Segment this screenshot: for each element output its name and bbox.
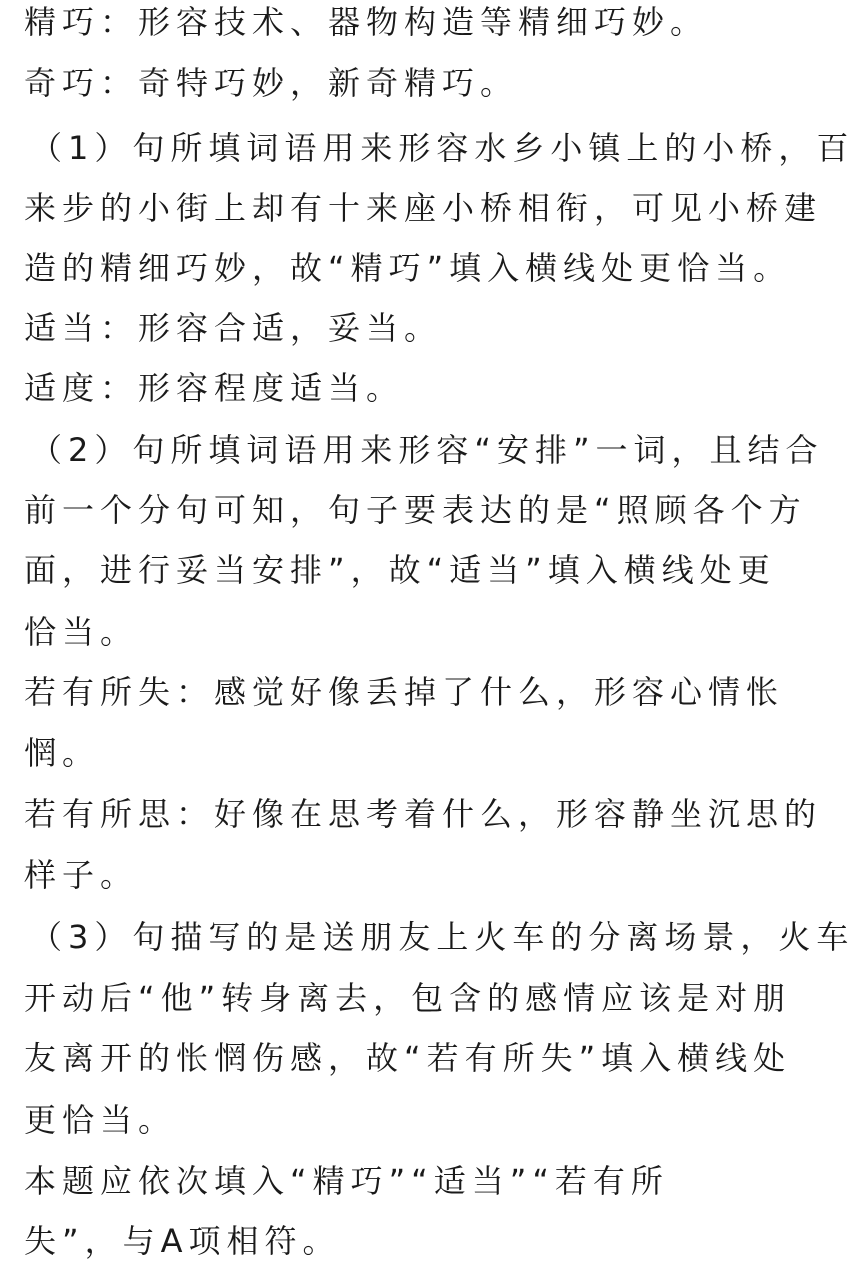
text-line: 更恰当。 [24,1101,177,1139]
text-line: 奇巧：奇特巧妙，新奇精巧。 [24,64,519,102]
text-line: 面，进行妥当安排”，故“适当”填入横线处更 [24,551,776,589]
text-line: 适当：形容合适，妥当。 [24,309,443,347]
text-line: 来步的小街上却有十来座小桥相衔，可见小桥建 [24,189,823,227]
text-line: 前一个分句可知，句子要表达的是“照顾各个方 [24,491,807,529]
text-line: 失”，与A项相符。 [24,1222,341,1260]
text-line: 造的精细巧妙，故“精巧”填入横线处更恰当。 [24,249,792,287]
text-line: 适度：形容程度适当。 [24,369,405,407]
text-line: 样子。 [24,856,139,894]
text-line: 精巧：形容技术、器物构造等精细巧妙。 [24,3,709,41]
text-line: （1）句所填词语用来形容水乡小镇上的小桥，百 [30,129,855,167]
text-line: （2）句所填词语用来形容“安排”一词，且结合 [30,431,824,469]
text-line: 开动后“他”转身离去，包含的感情应该是对朋 [24,979,792,1017]
text-line: 若有所思：好像在思考着什么，形容静坐沉思的 [24,795,823,833]
text-line: 友离开的怅惘伤感，故“若有所失”填入横线处 [24,1039,792,1077]
text-line: 恰当。 [24,613,139,651]
text-line: 若有所失：感觉好像丢掉了什么，形容心情怅 [24,673,785,711]
text-line: （3）句描写的是送朋友上火车的分离场景，火车 [30,918,855,956]
text-line: 惘。 [24,734,101,772]
text-line: 本题应依次填入“精巧”“适当”“若有所 [24,1162,669,1200]
